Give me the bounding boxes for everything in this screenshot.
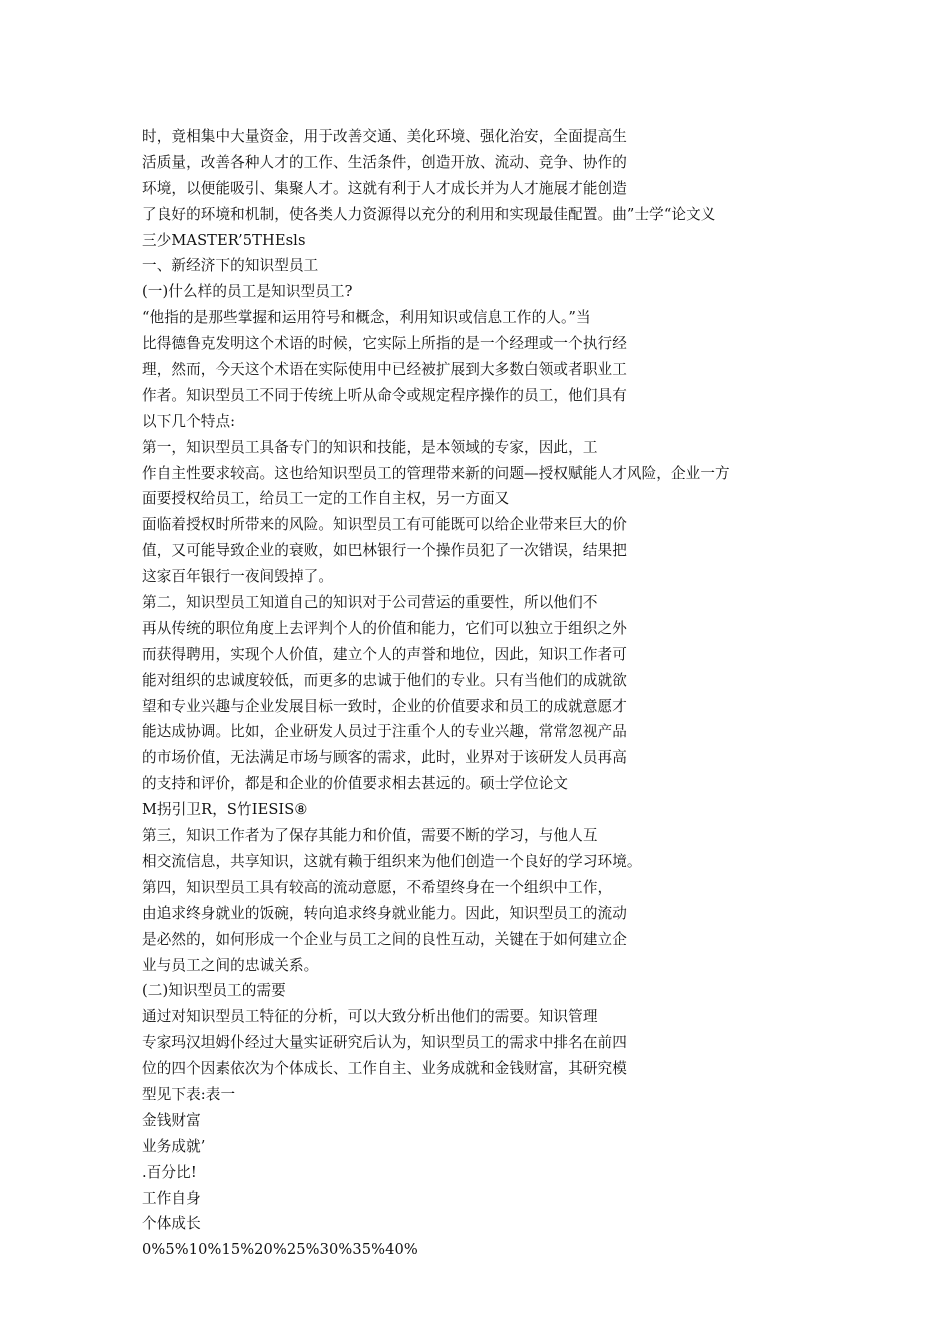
text-line: 第四，知识型员工具有较高的流动意愿，不希望终身在一个组织中工作， bbox=[142, 878, 613, 896]
text-line: 能对组织的忠诚度较低，而更多的忠诚于他们的专业。只有当他们的成就欲 bbox=[142, 671, 627, 689]
text-line: 专家玛汉坦姆仆经过大量实证研究后认为，知识型员工的需求中排名在前四 bbox=[142, 1034, 627, 1052]
text-line: 了良好的环境和机制，使各类人力资源得以充分的利用和实现最佳配置。曲”士学“论文义 bbox=[142, 205, 716, 223]
watermark-text: 三少MASTER’5THEsls bbox=[142, 231, 306, 249]
text-line: 而获得聘用，实现个人价值，建立个人的声誉和地位，因此，知识工作者可 bbox=[142, 645, 627, 663]
body-text bbox=[142, 124, 832, 1263]
text-line: 时，竟相集中大量资金，用于改善交通、美化环境、强化治安，全面提高生 bbox=[142, 128, 627, 145]
text-line: 通过对知识型员工特征的分析，可以大致分析出他们的需要。知识管理 bbox=[142, 1008, 598, 1026]
text-line: 比得德鲁克发明这个术语的时候，它实际上所指的是一个经理或一个执行经 bbox=[142, 335, 627, 353]
text-line: 型见下表:表一 bbox=[142, 1085, 236, 1103]
text-line: 的支持和评价，都是和企业的价值要求相去甚远的。硕士学位论文 bbox=[142, 775, 569, 793]
text-line: 理，然而，今天这个术语在实际使用中已经被扩展到大多数白领或者职业工 bbox=[142, 361, 627, 379]
chart-category-label: 业务成就’ bbox=[142, 1137, 206, 1155]
text-line: 是必然的，如何形成一个企业与员工之间的良性互动，关键在于如何建立企 bbox=[142, 930, 627, 948]
text-line: 位的四个因素依次为个体成长、工作自主、业务成就和金钱财富，其研究模 bbox=[142, 1060, 627, 1078]
chart-axis-ticks: 0%5%10%15%20%25%30%35%40% bbox=[142, 1241, 418, 1259]
text-line: 第一，知识型员工具备专门的知识和技能，是本领域的专家，因此，工 bbox=[142, 438, 598, 456]
text-line: 的市场价值，无法满足市场与顾客的需求，此时，业界对于该研发人员再高 bbox=[142, 749, 627, 767]
text-line: 由追求终身就业的饭碗，转向追求终身就业能力。因此，知识型员工的流动 bbox=[142, 904, 627, 922]
text-line: 第二，知识型员工知道自己的知识对于公司营运的重要性，所以他们不 bbox=[142, 594, 598, 612]
text-line: 面要授权给员工，给员工一定的工作自主权，另一方面又 bbox=[142, 490, 510, 508]
section-heading: 一、新经济下的知识型员工 bbox=[142, 257, 319, 275]
chart-category-label: 个体成长 bbox=[142, 1215, 201, 1233]
text-line: 业与员工之间的忠诚关系。 bbox=[142, 956, 319, 974]
text-line: 环境，以便能吸引、集聚人才。这就有利于人才成长并为人才施展才能创造 bbox=[142, 179, 627, 197]
text-line: 以下几个特点: bbox=[142, 412, 236, 430]
chart-category-label: 金钱财富 bbox=[142, 1111, 201, 1129]
text-line: 值，又可能导致企业的衰败，如巴林银行一个操作员犯了一次错误，结果把 bbox=[142, 542, 627, 560]
chart-legend-label: .百分比! bbox=[142, 1163, 197, 1181]
text-line: 活质量，改善各种人才的工作、生活条件，创造开放、流动、竞争、协作的 bbox=[142, 153, 627, 171]
subsection-heading: (二)知识型员工的需要 bbox=[142, 982, 286, 1000]
text-line: 这家百年银行一夜间毁掉了。 bbox=[142, 568, 334, 586]
text-line: 第三，知识工作者为了保存其能力和价值，需要不断的学习，与他人互 bbox=[142, 827, 598, 845]
text-line: 相交流信息，共享知识，这就有赖于组织来为他们创造一个良好的学习环境。 bbox=[142, 852, 642, 870]
chart-category-label: 工作自身 bbox=[142, 1189, 201, 1207]
text-line: 能达成协调。比如，企业研发人员过于注重个人的专业兴趣，常常忽视产品 bbox=[142, 723, 627, 741]
text-line: 再从传统的职位角度上去评判个人的价值和能力，它们可以独立于组织之外 bbox=[142, 619, 627, 637]
text-line: 望和专业兴趣与企业发展目标一致时，企业的价值要求和员工的成就意愿才 bbox=[142, 697, 627, 715]
text-line: 作自主性要求较高。这也给知识型员工的管理带来新的问题—授权赋能人才风险，企业一方 bbox=[142, 464, 730, 482]
text-line: “他指的是那些掌握和运用符号和概念，利用知识或信息工作的人。”当 bbox=[142, 309, 591, 327]
watermark-text: M拐引卫R，S竹IESIS⑧ bbox=[142, 801, 308, 819]
text-line: 面临着授权时所带来的风险。知识型员工有可能既可以给企业带来巨大的价 bbox=[142, 516, 627, 534]
text-line: 作者。知识型员工不同于传统上听从命令或规定程序操作的员工，他们具有 bbox=[142, 386, 627, 404]
subsection-heading: (一)什么样的员工是知识型员工? bbox=[142, 283, 353, 301]
